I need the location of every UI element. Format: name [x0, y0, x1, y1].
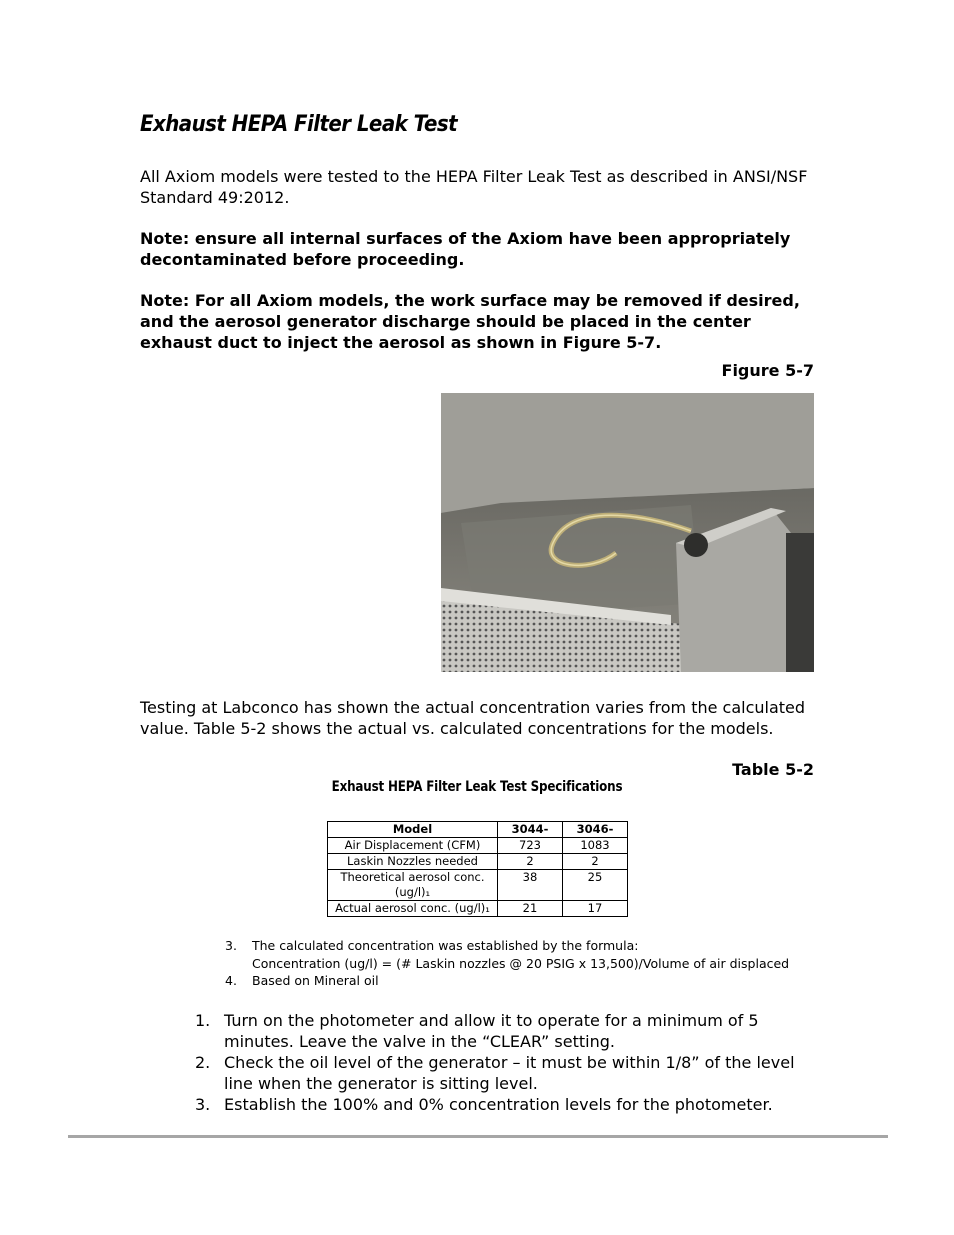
table-row — [328, 854, 628, 870]
table-cell: 1083 — [563, 838, 628, 854]
table-title — [0, 779, 954, 795]
table-cell: 723 — [498, 838, 563, 854]
note-decontaminate: Note: ensure all internal surfaces of the Axiom have been appropriately decontaminated before proceeding. — [140, 229, 791, 269]
header-3046: 3046- — [563, 822, 628, 838]
table-row — [328, 901, 628, 917]
page-title: Exhaust HEPA Filter Leak Test — [140, 112, 458, 137]
table-cell: Actual aerosol conc. (ug/l)₁ — [328, 901, 498, 917]
figure-caption: Figure 5-7 — [721, 361, 814, 380]
footnote-formula: Concentration (ug/l) = (# Laskin nozzles @ 20 PSIG x 13,500)/Volume of air displaced — [252, 956, 790, 971]
footnote-number: 3. — [225, 938, 237, 953]
table-cell: 2 — [563, 854, 628, 870]
spec-table — [327, 821, 628, 917]
step-text: Establish the 100% and 0% concentration levels for the photometer. — [224, 1095, 773, 1114]
step-text: Turn on the photometer and allow it to operate for a minimum of 5 minutes. Leave the valve in the “CLEAR” setting. — [224, 1011, 759, 1051]
table-cell: 25 — [563, 870, 628, 901]
table-row — [328, 870, 628, 901]
table-cell: Air Displacement (CFM) — [328, 838, 498, 854]
table-cell: 17 — [563, 901, 628, 917]
table-cell: Laskin Nozzles needed — [328, 854, 498, 870]
note-aerosol-placement: Note: For all Axiom models, the work surface may be removed if desired, and the aerosol generator discharge should be placed in the center exhaust duct to inject the aerosol as shown in Figure 5-7. — [140, 291, 800, 352]
footnote-number: 4. — [225, 973, 237, 988]
step-text: Check the oil level of the generator – it must be within 1/8” of the level line when the generator is sitting level. — [224, 1053, 795, 1093]
table-row — [328, 838, 628, 854]
footnote-text: Based on Mineral oil — [252, 973, 379, 988]
header-model: Model — [328, 822, 498, 838]
step-number: 2. — [195, 1053, 211, 1072]
table-cell: Theoretical aerosol conc. (ug/l)₁ — [328, 870, 498, 901]
footnote-text: The calculated concentration was established by the formula: — [252, 938, 639, 953]
step-number: 3. — [195, 1095, 211, 1114]
header-3044: 3044- — [498, 822, 563, 838]
figure-photo — [441, 393, 814, 672]
table-cell: 38 — [498, 870, 563, 901]
table-cell: 2 — [498, 854, 563, 870]
intro-paragraph: All Axiom models were tested to the HEPA Filter Leak Test as described in ANSI/NSF Standard 49:2012. — [140, 167, 808, 207]
step-number: 1. — [195, 1011, 211, 1030]
table-caption: Table 5-2 — [732, 760, 814, 779]
table-header-row — [328, 822, 628, 838]
footer-divider — [68, 1135, 888, 1138]
testing-paragraph: Testing at Labconco has shown the actual concentration varies from the calculated value. Table 5-2 shows the actual vs. calculated concentrations for the models. — [140, 698, 806, 738]
table-title-text: Exhaust HEPA Filter Leak Test Specifications — [331, 779, 623, 795]
table-cell: 21 — [498, 901, 563, 917]
